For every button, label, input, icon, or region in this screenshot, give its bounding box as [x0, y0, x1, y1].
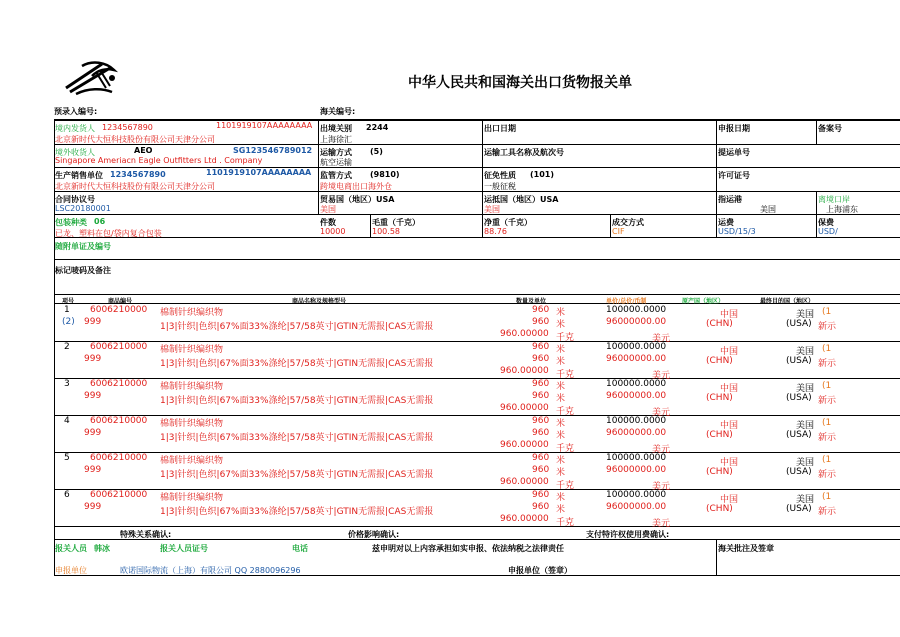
item-qty1: 960 — [532, 342, 550, 352]
item-currency: 美元 — [652, 371, 671, 381]
consignor-code: 1234567890 — [102, 123, 153, 132]
supervision-name: 跨境电商出口海外仓 — [320, 182, 392, 191]
item-origin-code: (CHN) — [706, 393, 733, 403]
item-tail1: (1 — [822, 492, 832, 502]
pieces-label: 件数 — [320, 218, 336, 227]
item-code: 6006210000 — [90, 453, 148, 463]
producer-label: 生产销售单位 — [55, 171, 103, 180]
item-origin: 中国 — [720, 347, 739, 357]
item-no: 1 — [64, 305, 70, 315]
item-code2: 999 — [84, 391, 102, 401]
item-tail2: 新示 — [818, 396, 837, 406]
docs-label: 随附单证及编号 — [55, 242, 111, 251]
item-unit-price: 100000.0000 — [606, 453, 667, 463]
consignee-name: Singapore Ameriacn Eagle Outfitters Ltd . Company — [55, 156, 263, 165]
dest-port-label: 指运港 — [718, 195, 742, 204]
item-unit1: 米 — [556, 308, 566, 318]
item-tail1: (1 — [822, 344, 832, 354]
item-no: 6 — [64, 490, 70, 500]
item-name: 棉制针织编织物 — [160, 419, 224, 429]
item-extra: (2) — [62, 317, 75, 327]
item-name: 棉制针织编织物 — [160, 493, 224, 503]
supervision-code: (9810) — [370, 170, 400, 179]
freight-label: 运费 — [718, 218, 734, 227]
item-tail2: 新示 — [818, 470, 837, 480]
item-spec: 1|3|针织|色织|67%面33%涤纶|57/58英寸|GTIN无需报|CAS无需报 — [160, 470, 434, 480]
item-qty2: 960 — [532, 502, 550, 512]
item-total: 96000000.00 — [606, 428, 667, 438]
net-value: 88.76 — [484, 227, 507, 236]
item-origin: 中国 — [720, 495, 739, 505]
item-no: 3 — [64, 379, 70, 389]
declarant-cert-label: 报关人员证号 — [160, 544, 208, 553]
terms-label: 成交方式 — [612, 218, 644, 227]
item-code: 6006210000 — [90, 379, 148, 389]
package-code: 06 — [94, 217, 106, 226]
col-code: 商品编号 — [108, 298, 133, 305]
item-dest-code: (USA) — [786, 319, 812, 329]
item-unit-price: 100000.0000 — [606, 416, 667, 426]
item-dest: 美国 — [796, 421, 815, 431]
item-qty3: 960.00000 — [500, 477, 549, 487]
bl-label: 提运单号 — [718, 148, 750, 157]
item-tail2: 新示 — [818, 359, 837, 369]
item-no: 4 — [64, 416, 70, 426]
consignor-code2: 1101919107AAAAAAAA — [216, 121, 313, 130]
decl-unit-label: 申报单位 — [55, 566, 87, 575]
item-unit-price: 100000.0000 — [606, 379, 667, 389]
item-tail1: (1 — [822, 381, 832, 391]
trade-country-name: 美国 — [320, 205, 336, 214]
item-code: 6006210000 — [90, 342, 148, 352]
royalty-label: 支付特许权使用费确认: — [586, 530, 670, 539]
item-dest-code: (USA) — [786, 430, 812, 440]
item-qty1: 960 — [532, 490, 550, 500]
item-qty1: 960 — [532, 453, 550, 463]
producer-code: 1234567890 — [110, 170, 166, 179]
contract-no: LSC20180001 — [55, 204, 111, 213]
insurance-label: 保费 — [818, 218, 834, 227]
item-tail1: (1 — [822, 418, 832, 428]
item-unit1: 米 — [556, 493, 566, 503]
item-currency: 美元 — [652, 519, 671, 529]
item-origin: 中国 — [720, 458, 739, 468]
item-qty2: 960 — [532, 465, 550, 475]
exit-customs-label: 出境关别 — [320, 124, 352, 133]
item-qty2: 960 — [532, 317, 550, 327]
pieces-value: 10000 — [320, 227, 346, 236]
declarant-name: 韩冰 — [94, 544, 110, 553]
price-effect-label: 价格影响确认: — [348, 530, 400, 539]
package-label: 包装种类 — [55, 218, 87, 227]
item-currency: 美元 — [652, 482, 671, 492]
producer-code2: 1101919107AAAAAAAA — [206, 168, 312, 177]
exit-port-name: 上海浦东 — [826, 205, 858, 214]
item-unit-price: 100000.0000 — [606, 305, 667, 315]
dest-country-label: 运抵国（地区）USA — [484, 195, 559, 204]
item-unit1: 米 — [556, 419, 566, 429]
item-tail2: 新示 — [818, 507, 837, 517]
item-code2: 999 — [84, 317, 102, 327]
item-unit-price: 100000.0000 — [606, 342, 667, 352]
item-dest-code: (USA) — [786, 393, 812, 403]
transport-name: 航空运输 — [320, 158, 352, 167]
decl-unit-sign: 申报单位（签章） — [508, 566, 572, 575]
item-qty3: 960.00000 — [500, 403, 549, 413]
item-unit3: 千克 — [556, 518, 575, 528]
item-unit2: 米 — [556, 320, 566, 330]
item-unit3: 千克 — [556, 444, 575, 454]
item-dest: 美国 — [796, 495, 815, 505]
item-unit3: 千克 — [556, 407, 575, 417]
item-tail2: 新示 — [818, 433, 837, 443]
license-label: 许可证号 — [718, 171, 750, 180]
item-code: 6006210000 — [90, 490, 148, 500]
item-qty1: 960 — [532, 416, 550, 426]
consignee-label: 境外收货人 — [55, 148, 95, 157]
item-unit2: 米 — [556, 468, 566, 478]
record-label: 备案号 — [818, 124, 842, 133]
item-no: 5 — [64, 453, 70, 463]
item-unit2: 米 — [556, 431, 566, 441]
item-origin-code: (CHN) — [706, 430, 733, 440]
statement-text: 兹申明对以上内容承担如实申报、依法纳税之法律责任 — [372, 544, 564, 553]
item-origin-code: (CHN) — [706, 467, 733, 477]
item-unit1: 米 — [556, 456, 566, 466]
item-code2: 999 — [84, 428, 102, 438]
item-unit1: 米 — [556, 345, 566, 355]
item-dest: 美国 — [796, 310, 815, 320]
col-price: 单价/总价/币制 — [606, 298, 647, 305]
item-origin-code: (CHN) — [706, 319, 733, 329]
item-origin: 中国 — [720, 384, 739, 394]
item-qty1: 960 — [532, 305, 550, 315]
pre-entry-label: 预录入编号: — [54, 107, 98, 116]
phone-label: 电话 — [292, 544, 308, 553]
exit-port-label: 离境口岸 — [818, 195, 850, 204]
item-qty3: 960.00000 — [500, 514, 549, 524]
item-currency: 美元 — [652, 408, 671, 418]
transport-label: 运输方式 — [320, 148, 352, 157]
package-name: 已龙、塑料在包/袋内复合包装 — [55, 229, 162, 238]
net-label: 净重（千克） — [484, 218, 532, 227]
item-total: 96000000.00 — [606, 317, 667, 327]
exit-customs-name: 上海徐汇 — [320, 135, 352, 144]
item-qty3: 960.00000 — [500, 329, 549, 339]
col-name: 商品名称及规格型号 — [292, 298, 347, 305]
item-origin: 中国 — [720, 421, 739, 431]
item-currency: 美元 — [652, 445, 671, 455]
producer-name: 北京新时代大恒科技股份有限公司天津分公司 — [55, 182, 215, 191]
levy-label: 征免性质 — [484, 171, 516, 180]
supervision-label: 监管方式 — [320, 171, 352, 180]
item-currency: 美元 — [652, 334, 671, 344]
dest-port-name: 美国 — [760, 205, 776, 214]
marks-label: 标记唛码及备注 — [55, 266, 111, 275]
item-name: 棉制针织编织物 — [160, 382, 224, 392]
gross-value: 100.58 — [372, 227, 400, 236]
transport-code: (5) — [370, 147, 383, 156]
customs-sign-label: 海关批注及签章 — [718, 544, 774, 553]
item-dest: 美国 — [796, 384, 815, 394]
item-dest: 美国 — [796, 458, 815, 468]
col-qty: 数量及单位 — [516, 298, 547, 305]
item-no: 2 — [64, 342, 70, 352]
item-spec: 1|3|针织|色织|67%面33%涤纶|57/58英寸|GTIN无需报|CAS无需报 — [160, 359, 434, 369]
item-code2: 999 — [84, 354, 102, 364]
consignor-label: 境内发货人 — [55, 124, 95, 133]
item-code2: 999 — [84, 502, 102, 512]
item-qty2: 960 — [532, 391, 550, 401]
item-spec: 1|3|针织|色织|67%面33%涤纶|57/58英寸|GTIN无需报|CAS无需报 — [160, 507, 434, 517]
item-qty3: 960.00000 — [500, 440, 549, 450]
page-title: 中华人民共和国海关出口货物报关单 — [408, 75, 632, 91]
item-unit3: 千克 — [556, 370, 575, 380]
export-date-label: 出口日期 — [484, 124, 516, 133]
item-code2: 999 — [84, 465, 102, 475]
exit-customs-code: 2244 — [366, 123, 389, 132]
item-origin-code: (CHN) — [706, 356, 733, 366]
declare-date-label: 申报日期 — [718, 124, 750, 133]
item-total: 96000000.00 — [606, 465, 667, 475]
trade-country-label: 贸易国（地区）USA — [320, 195, 395, 204]
dest-country-name: 美国 — [484, 205, 500, 214]
item-unit3: 千克 — [556, 481, 575, 491]
decl-unit-name: 欧诺国际物流（上海）有限公司 QQ 2880096296 — [120, 566, 301, 575]
col-no: 项号 — [62, 298, 75, 305]
item-unit3: 千克 — [556, 333, 575, 343]
col-dest: 最终目的国（地区） — [760, 298, 815, 305]
gross-label: 毛重（千克） — [372, 218, 420, 227]
terms-value: CIF — [612, 227, 625, 236]
item-spec: 1|3|针织|色织|67%面33%涤纶|57/58英寸|GTIN无需报|CAS无需报 — [160, 433, 434, 443]
contract-label: 合同协议号 — [55, 195, 95, 204]
item-qty2: 960 — [532, 428, 550, 438]
item-code: 6006210000 — [90, 416, 148, 426]
item-unit-price: 100000.0000 — [606, 490, 667, 500]
item-code: 6006210000 — [90, 305, 148, 315]
insurance-value: USD/ — [818, 227, 838, 236]
item-dest: 美国 — [796, 347, 815, 357]
item-spec: 1|3|针织|色织|67%面33%涤纶|57/58英寸|GTIN无需报|CAS无需报 — [160, 396, 434, 406]
freight-value: USD/15/3 — [718, 227, 756, 236]
item-tail2: 新示 — [818, 322, 837, 332]
item-unit2: 米 — [556, 394, 566, 404]
item-origin: 中国 — [720, 310, 739, 320]
item-total: 96000000.00 — [606, 502, 667, 512]
vessel-label: 运输工具名称及航次号 — [484, 148, 564, 157]
item-name: 棉制针织编织物 — [160, 345, 224, 355]
item-dest-code: (USA) — [786, 467, 812, 477]
item-tail1: (1 — [822, 455, 832, 465]
levy-code: (101) — [530, 170, 555, 179]
item-dest-code: (USA) — [786, 504, 812, 514]
item-total: 96000000.00 — [606, 354, 667, 364]
item-qty2: 960 — [532, 354, 550, 364]
item-total: 96000000.00 — [606, 391, 667, 401]
special-relation-label: 特殊关系确认: — [120, 530, 172, 539]
aeo-label: AEO — [134, 146, 153, 155]
item-qty3: 960.00000 — [500, 366, 549, 376]
item-unit2: 米 — [556, 505, 566, 515]
item-spec: 1|3|针织|色织|67%面33%涤纶|57/58英寸|GTIN无需报|CAS无需报 — [160, 322, 434, 332]
item-unit1: 米 — [556, 382, 566, 392]
declarant-label: 报关人员 — [55, 544, 87, 553]
col-origin: 原产国（地区） — [682, 298, 725, 305]
item-name: 棉制针织编织物 — [160, 456, 224, 466]
item-name: 棉制针织编织物 — [160, 308, 224, 318]
customs-no-label: 海关编号: — [320, 107, 356, 116]
levy-name: 一般征税 — [484, 182, 516, 191]
item-dest-code: (USA) — [786, 356, 812, 366]
item-qty1: 960 — [532, 379, 550, 389]
item-unit2: 米 — [556, 357, 566, 367]
aeo-code: SG123546789012 — [233, 146, 313, 155]
item-tail1: (1 — [822, 307, 832, 317]
consignor-name: 北京新时代大恒科技股份有限公司天津分公司 — [55, 135, 215, 144]
item-origin-code: (CHN) — [706, 504, 733, 514]
